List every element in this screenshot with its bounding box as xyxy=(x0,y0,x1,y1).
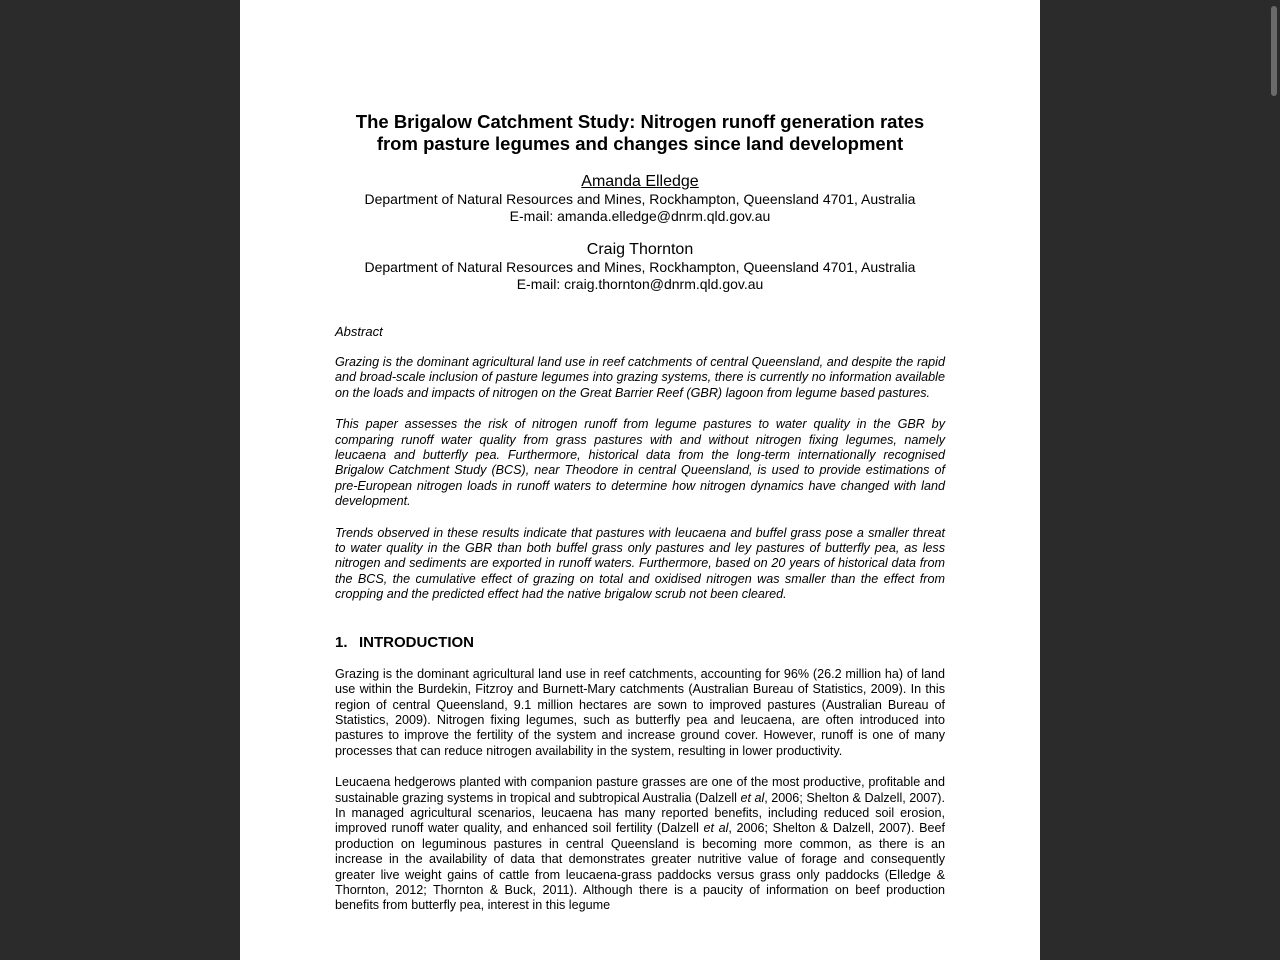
page-content xyxy=(335,111,945,914)
abstract-heading: Abstract xyxy=(335,324,383,339)
abstract-paragraph: This paper assesses the risk of nitrogen runoff from legume pastures to water quality in the GBR by comparing runoff water quality from grass pastures with and without nitrogen fixing legumes, namely leucaena and butterfly pea. Furthermore, historical data from the long-term internationally recognised Brigalow Catchment Study (BCS), near Theodore in central Queensland, is used to provide estimations of pre-European nitrogen loads in runoff waters to determine how nitrogen dynamics have changed with land development. xyxy=(335,417,945,509)
text-run: , 2006; Shelton & Dalzell, 2007). Beef production on leguminous pastures in central Queensland is becoming more common, as there is an increase in the availability of data that demonstrates greater nutritive value of forage and consequently greater live weight gains of cattle from leucaena-grass paddocks versus grass only paddocks (Elledge & Thornton, 2012; Thornton & Buck, 2011). Although there is a paucity of information on beef production benefits from butterfly pea, interest in this legume xyxy=(335,821,946,913)
abstract-paragraph: Grazing is the dominant agricultural land use in reef catchments of central Queensland, and despite the rapid and broad-scale inclusion of pasture legumes into grazing systems, there is currently no information available on the loads and impacts of nitrogen on the Great Barrier Reef (GBR) lagoon from legume based pastures. xyxy=(335,355,945,400)
text-run: Leucaena hedgerows planted with companion pasture grasses are one of the most productive, profitable and sustainable grazing systems in tropical and subtropical Australia (Dalzell xyxy=(335,775,945,805)
author-name: Craig Thornton xyxy=(586,241,694,258)
text-run-italic: et al xyxy=(703,821,729,836)
body-paragraph xyxy=(335,775,945,914)
body-paragraph: Grazing is the dominant agricultural land use in reef catchments, accounting for 96% (26.2 million ha) of land use within the Burdekin, Fitzroy and Burnett-Mary catchments (Australian Bureau of Statistics, 2009). In this region of central Queensland, 9.1 million hectares are sown to improved pastures (Australian Bureau of Statistics, 2009). Nitrogen fixing legumes, such as butterfly pea and leucaena, are often introduced into pastures to improve the fertility of the system and increase ground cover. However, runoff is one of many processes that can reduce nitrogen availability in the system, resulting in lower productivity. xyxy=(335,666,945,758)
abstract-paragraph: Trends observed in these results indicate that pastures with leucaena and buffel grass pose a smaller threat to water quality in the GBR than both buffel grass only pastures and ley pastures of butterfly pea, as less nitrogen and sediments are exported in runoff waters. Furthermore, based on 20 years of historical data from the BCS, the cumulative effect of grazing on total and oxidised nitrogen was smaller than the effect from cropping and the predicted effect had the native brigalow scrub not been cleared. xyxy=(335,525,945,602)
text-run-italic: et al xyxy=(740,790,765,805)
author-affiliation: Department of Natural Resources and Mines, Rockhampton, Queensland 4701, Australia xyxy=(364,191,916,207)
author-affiliation: Department of Natural Resources and Mines, Rockhampton, Queensland 4701, Australia xyxy=(364,259,916,275)
section-number: 1. xyxy=(335,633,348,651)
title-line-1: The Brigalow Catchment Study: Nitrogen runoff generation rates xyxy=(355,111,925,132)
author-name: Amanda Elledge xyxy=(581,173,699,190)
paper-title xyxy=(335,111,945,155)
document-page xyxy=(240,0,1040,960)
section-heading xyxy=(335,634,945,652)
scrollbar-thumb[interactable] xyxy=(1271,6,1277,96)
section-title: INTRODUCTION xyxy=(359,633,474,651)
author-block-2 xyxy=(335,241,945,293)
author-block-1 xyxy=(335,173,945,225)
author-email: E-mail: craig.thornton@dnrm.qld.gov.au xyxy=(516,276,764,292)
author-email: E-mail: amanda.elledge@dnrm.qld.gov.au xyxy=(509,208,771,224)
title-line-2: from pasture legumes and changes since land development xyxy=(376,133,904,154)
text-run: , 2006; Shelton & Dalzell, 2007). In managed agricultural scenarios, leucaena has many reported benefits, including reduced soil erosion, improved runoff water quality, and enhanced soil fertility (Dalzell xyxy=(335,790,945,836)
vertical-scrollbar[interactable] xyxy=(1266,0,1280,960)
